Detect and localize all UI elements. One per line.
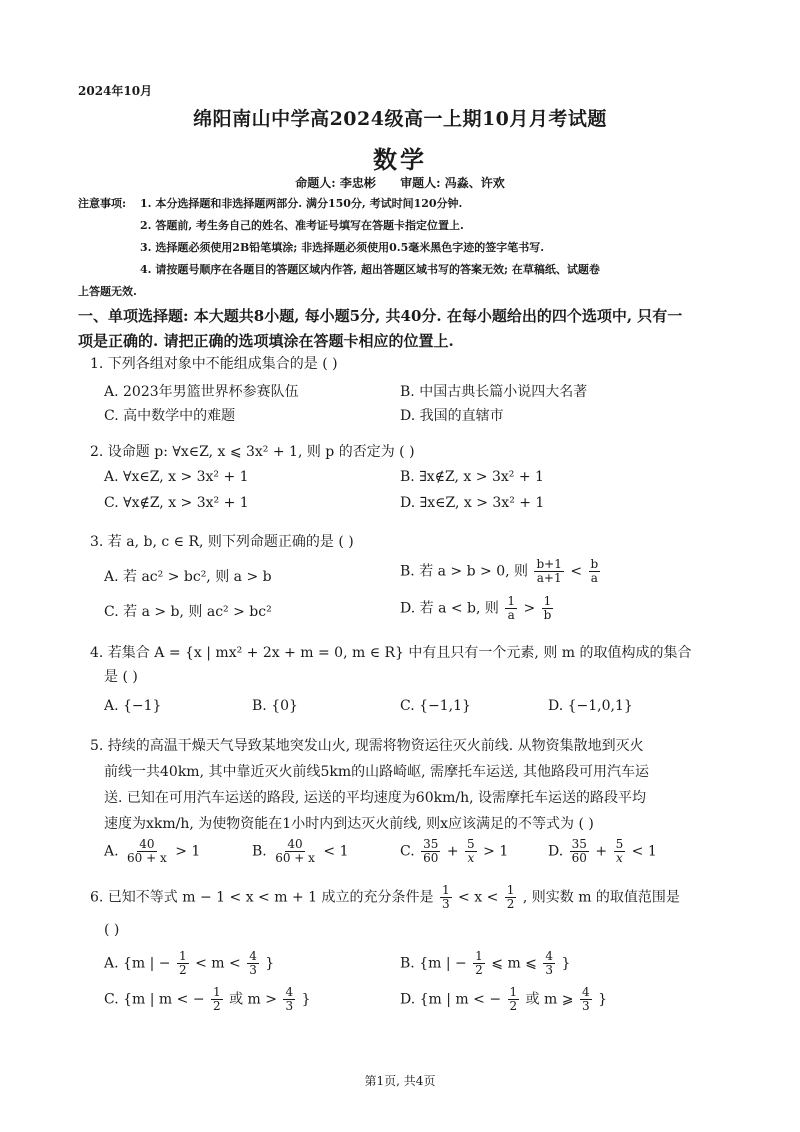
q6-option-b-frac-2: $\frac{4}{3}$ [545,949,553,977]
q5-option-d-frac-1: $\frac{35}{60}$ [571,837,587,865]
q5-option-d-frac-2: $\frac{5}{x}$ [615,837,624,865]
q1-option-d: D. 我国的直辖市 [400,408,504,424]
q5-stem-line2: 前线一共40km, 其中靠近灭火前线5km的山路崎岖, 需摩托车运送, 其他路段可用汽车运 [104,764,649,780]
reviewer: 审题人: 冯淼、许欢 [400,176,505,190]
notice-item-1: 1. 本分选择题和非选择题两部分. 满分150分, 考试时间120分钟. [140,197,463,210]
q3-option-b-relation: < [570,563,583,580]
q2-stem: 2. 设命题 p: ∀x∈Z, x ⩽ 3x² + 1, 则 p 的否定为 ( ) [90,444,415,460]
q6-option-b: B. {m | − $\frac{1}{2}$ ⩽ m ⩽ $\frac{4}{3}$ } [400,949,571,977]
q5-option-d: D. $\frac{35}{60}$ + $\frac{5}{x}$ < 1 [548,837,657,865]
exam-title: 绵阳南山中学高2024级高一上期10月月考试题 [193,108,607,130]
notice-item-3: 3. 选择题必须使用2B铅笔填涂; 非选择题必须使用0.5毫米黑色字迹的签字笔书写. [140,241,545,254]
q3-option-a: A. 若 ac² > bc², 则 a > b [104,569,272,585]
q6-option-c-frac-1: $\frac{1}{2}$ [213,985,221,1013]
q5-option-c-frac-2: $\frac{5}{x}$ [467,837,475,865]
q3-option-d-frac-1: $\frac{1}{a}$ [507,594,516,622]
q2-option-b: B. ∃x∉Z, x > 3x² + 1 [400,469,544,485]
q3-option-b-frac-1: $\frac{b+1}{a+1}$ [536,557,562,585]
q3-option-d [400,595,555,622]
q6-option-d-frac-1: $\frac{1}{2}$ [509,985,518,1013]
exam-date: 2024年10月 [78,84,153,98]
q3-option-c: C. 若 a > b, 则 ac² > bc² [104,604,272,620]
notice-item-4: 4. 请按题号顺序在各题目的答题区域内作答, 超出答题区域书写的答案无效; 在草稿纸、试题卷 [140,263,600,276]
q3-option-b [400,558,602,585]
q2-option-c: C. ∀x∉Z, x > 3x² + 1 [104,495,249,511]
authors-line [0,174,800,191]
q4-stem-line1: 4. 若集合 A = {x | mx² + 2x + m = 0, m ∈ R} 中有且只有一个元素, 则 m 的取值构成的集合 [90,645,692,661]
q6-option-a-frac-2: $\frac{4}{3}$ [249,949,257,977]
q5-option-b: B. $\frac{40}{60 + x}$ < 1 [252,837,349,865]
q4-option-b: B. {0} [252,698,298,714]
q3-option-d-frac-2: $\frac{1}{b}$ [543,594,552,622]
q6-option-d: D. {m | m < − $\frac{1}{2}$ 或 m ⩾ $\frac{4}{3}$ } [400,985,607,1013]
q3-stem: 3. 若 a, b, c ∈ R, 则下列命题正确的是 ( ) [90,534,354,550]
q3-option-b-frac-2: $\frac{b}{a}$ [590,557,599,585]
q6-option-a: A. {m | − $\frac{1}{2}$ < m < $\frac{4}{3}$ } [104,949,275,977]
page-number: 第1页, 共4页 [364,1074,436,1088]
subject-title: 数学 [373,145,427,174]
q1-stem: 1. 下列各组对象中不能组成集合的是 ( ) [90,356,338,372]
q6-stem-frac-1: $\frac{1}{3}$ [441,883,450,911]
q6-stem-frac-2: $\frac{1}{2}$ [506,883,515,911]
q6-option-a-frac-1: $\frac{1}{2}$ [179,949,187,977]
q6-option-c-frac-2: $\frac{4}{3}$ [285,985,294,1013]
q4-option-c: C. {−1,1} [400,698,471,714]
q1-option-b: B. 中国古典长篇小说四大名著 [400,384,588,400]
q4-option-d: D. {−1,0,1} [548,698,633,714]
q2-option-d: D. ∃x∈Z, x > 3x² + 1 [400,495,545,511]
q6-stem-line2: ( ) [104,922,120,938]
q5-option-a-frac: $\frac{40}{60 + x}$ [127,837,167,865]
q6-option-c: C. {m | m < − $\frac{1}{2}$ 或 m > $\frac{4}{3}$ } [104,985,311,1013]
q5-stem-line3: 送. 已知在可用汽车运送的路段, 运送的平均速度为60km/h, 设需摩托车运送的路段平均 [104,790,647,806]
q1-option-a: A. 2023年男篮世界杯参赛队伍 [104,384,299,400]
q5-stem-line1: 5. 持续的高温干燥天气导致某地突发山火, 现需将物资运往灭火前线. 从物资集散地到灭火 [90,738,644,754]
notice-item-2: 2. 答题前, 考生务自己的姓名、准考证号填写在答题卡指定位置上. [140,219,464,232]
q4-option-a: A. {−1} [104,698,162,714]
notice-item-4-cont: 上答题无效. [78,285,137,298]
q4-stem-line2: 是 ( ) [104,669,138,685]
q5-option-c: C. $\frac{35}{60}$ + $\frac{5}{x}$ > 1 [400,837,509,865]
q5-option-a: A. $\frac{40}{60 + x}$ > 1 [104,837,201,865]
q5-stem-line4: 速度为xkm/h, 为使物资能在1小时内到达灭火前线, 则x应该满足的不等式为 ( ) [104,816,594,832]
q1-option-c: C. 高中数学中的难题 [104,408,236,424]
section-heading-line2: 项是正确的. 请把正确的选项填涂在答题卡相应的位置上. [78,332,454,350]
section-heading-line1: 一、单项选择题: 本大题共8小题, 每小题5分, 共40分. 在每小题给出的四个选项中, 只有一 [78,307,683,325]
q6-option-d-frac-2: $\frac{4}{3}$ [581,985,590,1013]
q6-stem-line1: 6. 已知不等式 m − 1 < x < m + 1 成立的充分条件是 $\frac{1}{3}$ < x < $\frac{1}{2}$ , 则实数 m 的取值范围是 [90,883,680,911]
notice-label: 注意事项: [78,197,127,210]
author: 命题人: 李忠彬 [295,176,376,190]
q3-option-d-relation: > [523,600,536,617]
q5-option-b-frac: $\frac{40}{60 + x}$ [275,837,315,865]
q5-option-c-frac-1: $\frac{35}{60}$ [423,837,439,865]
q6-option-b-frac-1: $\frac{1}{2}$ [475,949,483,977]
q3-option-b-prefix: B. 若 a > b > 0, 则 [400,563,529,580]
q3-option-d-prefix: D. 若 a < b, 则 [400,600,499,617]
q2-option-a: A. ∀x∈Z, x > 3x² + 1 [104,469,249,485]
